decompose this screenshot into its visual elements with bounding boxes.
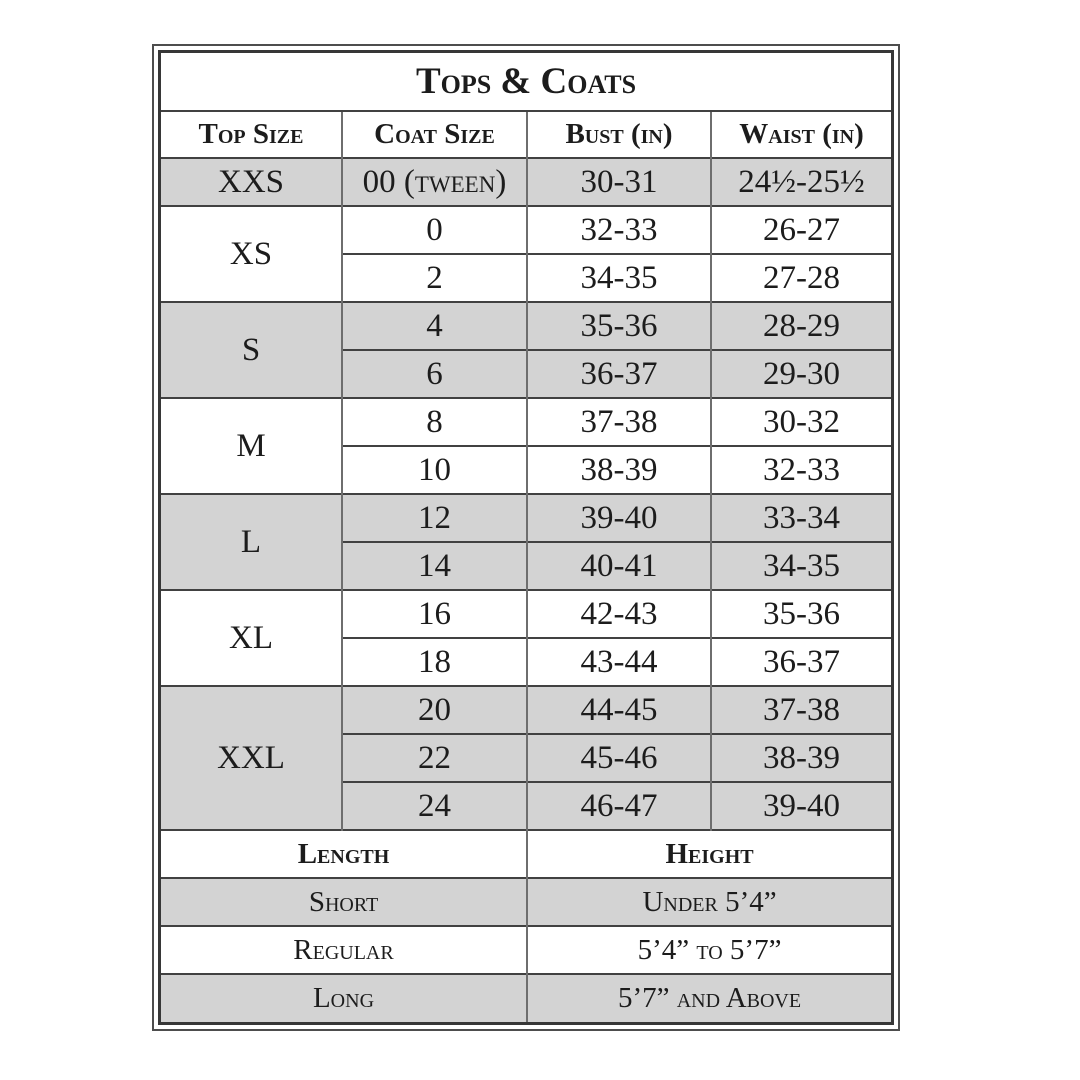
table-row	[161, 686, 891, 734]
bust-cell: 36-37	[527, 350, 711, 398]
top-size-cell: XXL	[161, 686, 342, 830]
length-cell: Regular	[161, 926, 527, 974]
bust-cell: 34-35	[527, 254, 711, 302]
bust-cell: 35-36	[527, 302, 711, 350]
bust-cell: 40-41	[527, 542, 711, 590]
size-chart-table	[161, 53, 891, 1022]
waist-cell: 24½-25½	[711, 158, 891, 206]
length-header: Length	[161, 830, 527, 878]
column-header-top-size: Top Size	[161, 111, 342, 158]
height-header: Height	[527, 830, 891, 878]
waist-cell: 30-32	[711, 398, 891, 446]
waist-cell: 32-33	[711, 446, 891, 494]
table-frame	[158, 50, 894, 1025]
column-header-bust: Bust (in)	[527, 111, 711, 158]
waist-cell: 34-35	[711, 542, 891, 590]
top-size-cell: XS	[161, 206, 342, 302]
bust-cell: 30-31	[527, 158, 711, 206]
coat-size-cell: 4	[342, 302, 527, 350]
top-size-cell: XL	[161, 590, 342, 686]
height-cell: 5’4” to 5’7”	[527, 926, 891, 974]
top-size-cell: L	[161, 494, 342, 590]
waist-cell: 26-27	[711, 206, 891, 254]
coat-size-cell: 12	[342, 494, 527, 542]
waist-cell: 28-29	[711, 302, 891, 350]
coat-size-cell: 6	[342, 350, 527, 398]
bust-cell: 44-45	[527, 686, 711, 734]
waist-cell: 36-37	[711, 638, 891, 686]
table-row	[161, 590, 891, 638]
bust-cell: 46-47	[527, 782, 711, 830]
column-header-coat-size: Coat Size	[342, 111, 527, 158]
top-size-cell: M	[161, 398, 342, 494]
coat-size-cell: 2	[342, 254, 527, 302]
length-row	[161, 974, 891, 1022]
coat-size-cell: 24	[342, 782, 527, 830]
table-row	[161, 302, 891, 350]
bust-cell: 42-43	[527, 590, 711, 638]
waist-cell: 38-39	[711, 734, 891, 782]
bust-cell: 32-33	[527, 206, 711, 254]
coat-size-cell: 22	[342, 734, 527, 782]
coat-size-cell: 18	[342, 638, 527, 686]
outer-frame	[152, 44, 900, 1031]
column-header-waist: Waist (in)	[711, 111, 891, 158]
table-title-row	[161, 53, 891, 111]
coat-size-cell: 20	[342, 686, 527, 734]
waist-cell: 33-34	[711, 494, 891, 542]
height-cell: Under 5’4”	[527, 878, 891, 926]
bust-cell: 39-40	[527, 494, 711, 542]
table-row	[161, 398, 891, 446]
table-row	[161, 494, 891, 542]
coat-size-cell: 14	[342, 542, 527, 590]
coat-size-cell: 10	[342, 446, 527, 494]
length-cell: Short	[161, 878, 527, 926]
coat-size-cell: 16	[342, 590, 527, 638]
length-height-header-row	[161, 830, 891, 878]
waist-cell: 37-38	[711, 686, 891, 734]
waist-cell: 35-36	[711, 590, 891, 638]
column-header-row	[161, 111, 891, 158]
coat-size-cell: 0	[342, 206, 527, 254]
length-row	[161, 926, 891, 974]
top-size-cell: XXS	[161, 158, 342, 206]
waist-cell: 39-40	[711, 782, 891, 830]
bust-cell: 38-39	[527, 446, 711, 494]
bust-cell: 37-38	[527, 398, 711, 446]
top-size-cell: S	[161, 302, 342, 398]
bust-cell: 43-44	[527, 638, 711, 686]
table-row	[161, 206, 891, 254]
length-row	[161, 878, 891, 926]
table-row	[161, 158, 891, 206]
waist-cell: 29-30	[711, 350, 891, 398]
table-title: Tops & Coats	[161, 53, 891, 111]
coat-size-cell: 8	[342, 398, 527, 446]
coat-size-cell: 00 (tween)	[342, 158, 527, 206]
length-cell: Long	[161, 974, 527, 1022]
height-cell: 5’7” and Above	[527, 974, 891, 1022]
bust-cell: 45-46	[527, 734, 711, 782]
waist-cell: 27-28	[711, 254, 891, 302]
